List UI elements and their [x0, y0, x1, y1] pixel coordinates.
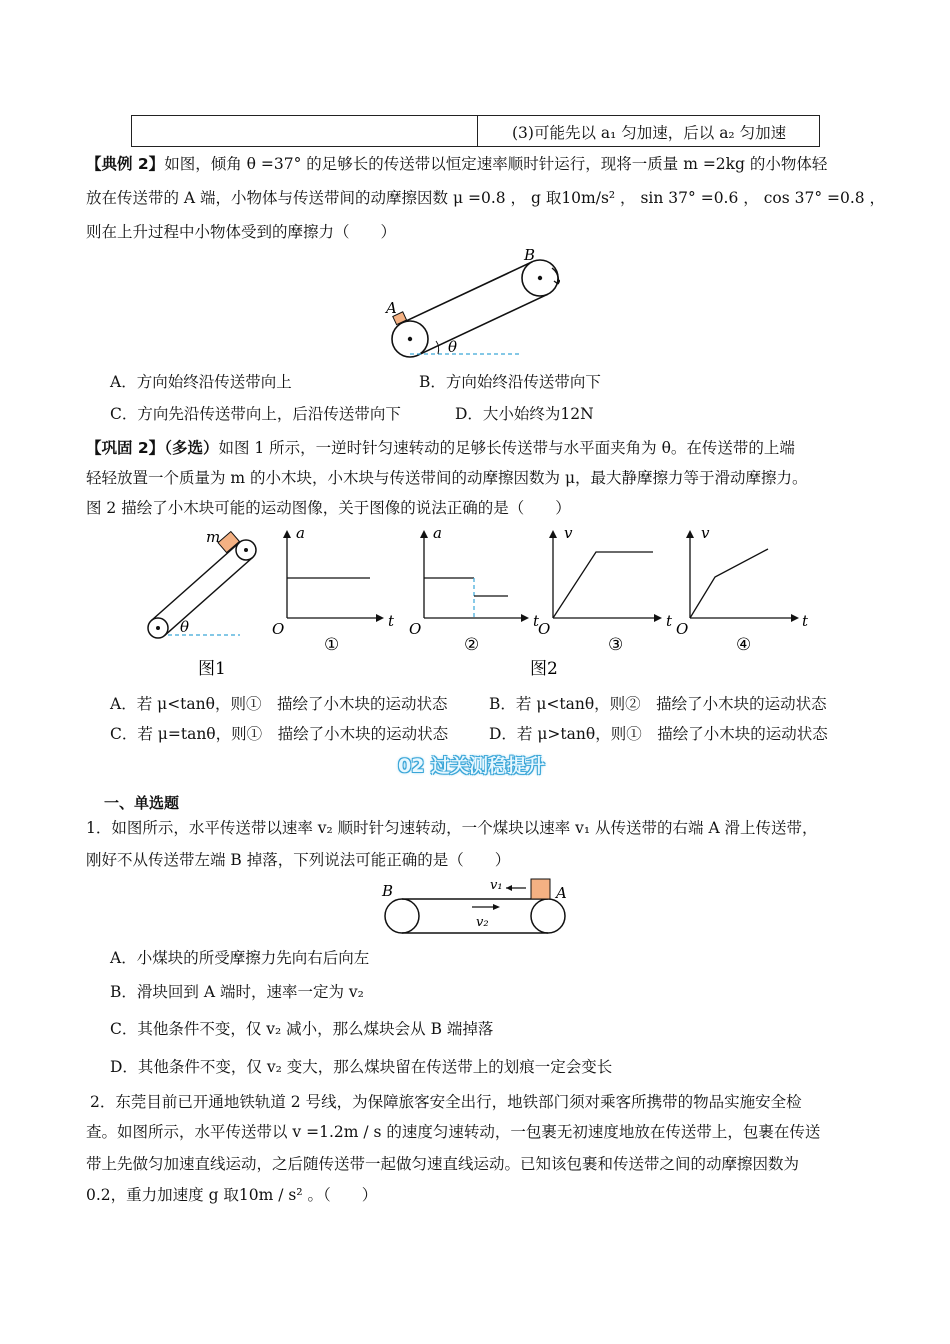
label-B-q1: B — [382, 882, 394, 900]
label-theta: θ — [448, 338, 458, 356]
example2-line3: 则在上升过程中小物体受到的摩擦力（ ） — [86, 223, 397, 241]
example2-text1: 如图，倾角 θ =37° 的足够长的传送带以恒定速率顺时针运行，现将一质量 m =2kg 的小物体轻 — [164, 155, 828, 173]
label-B: B — [524, 246, 536, 264]
consolidate2-line2: 轻轻放置一个质量为 m 的小木块，小木块与传送带间的动摩擦因数为 μ，最大静摩擦力等于滑动摩擦力。 — [86, 469, 808, 487]
graph-1 — [272, 524, 395, 655]
q2-line1: 2．东莞目前已开通地铁轨道 2 号线，为保障旅客安全出行，地铁部门须对乘客所携带的物品实施安全检 — [90, 1093, 802, 1111]
axis-t-3: t — [666, 612, 673, 630]
coal-block-icon — [531, 879, 550, 899]
graph-3 — [538, 524, 673, 655]
axis-o-1: O — [272, 620, 285, 638]
consolidate2-option-b[interactable]: B．若 μ<tanθ，则② 描绘了小木块的运动状态 — [489, 695, 827, 713]
q1-option-a[interactable]: A．小煤块的所受摩擦力先向右后向左 — [110, 949, 370, 967]
table-divider — [477, 116, 478, 146]
section-banner: 02 过关测稳提升 — [398, 755, 546, 777]
belt — [392, 260, 560, 357]
axis-t-1: t — [388, 612, 395, 630]
q1-line2: 刚好不从传送带左端 B 掉落，下列说法可能正确的是（ ） — [86, 851, 511, 869]
graph-2 — [409, 524, 540, 655]
example2-tag: 【典例 2】 — [86, 155, 165, 173]
q2-line3: 带上先做匀加速直线运动，之后随传送带一起做匀速直线运动。已知该包裹和传送带之间的动摩擦因数为 — [86, 1155, 800, 1173]
consolidate2-text1: 如图 1 所示，一逆时针匀速转动的足够长传送带与水平面夹角为 θ。在传送带的上端 — [218, 439, 795, 457]
axis-t-4: t — [802, 612, 809, 630]
label-A: A — [386, 299, 397, 317]
example2-option-d[interactable]: D．大小始终为12N — [455, 405, 594, 423]
axis-a-2: a — [433, 524, 442, 542]
consolidate2-option-d[interactable]: D．若 μ>tanθ，则① 描绘了小木块的运动状态 — [489, 725, 828, 743]
q2-line2: 查。如图所示，水平传送带以 v =1.2m / s 的速度匀速转动，一包裹无初速度地放在传送带上，包裹在传送 — [86, 1123, 821, 1141]
graph-label-1: ① — [324, 635, 340, 655]
consolidate2-option-a[interactable]: A．若 μ<tanθ，则① 描绘了小木块的运动状态 — [110, 695, 448, 713]
section-heading: 一、单选题 — [104, 794, 180, 812]
fig1-caption: 图1 — [198, 659, 226, 679]
consolidate2-multi: （多选） — [164, 439, 219, 457]
table-cell: (3)可能先以 a₁ 匀加速，后以 a₂ 匀加速 — [512, 124, 787, 142]
graph-4 — [676, 524, 809, 655]
consolidate2-line1 — [86, 436, 795, 458]
example2-option-b[interactable]: B．方向始终沿传送带向下 — [419, 373, 601, 391]
consolidate2-tag: 【巩固 2】 — [86, 439, 165, 457]
consolidate2-option-c[interactable]: C．若 μ=tanθ，则① 描绘了小木块的运动状态 — [110, 725, 449, 743]
table-row — [131, 115, 820, 147]
axis-v-3: v — [564, 524, 573, 542]
graph-label-2: ② — [464, 635, 480, 655]
label-theta2: θ — [180, 618, 190, 636]
axis-o-3: O — [538, 620, 551, 638]
horizontal-belt-figure — [378, 874, 578, 938]
label-v2: v₂ — [476, 915, 489, 930]
steep-belt — [148, 528, 256, 638]
example2-option-a[interactable]: A．方向始终沿传送带向上 — [110, 373, 292, 391]
graph-label-4: ④ — [736, 635, 752, 655]
example2-option-c[interactable]: C．方向先沿传送带向上，后沿传送带向下 — [110, 405, 401, 423]
label-v1: v₁ — [490, 878, 503, 893]
incline-belt-figure — [380, 244, 560, 360]
figure-1-and-2 — [140, 522, 820, 682]
q1-option-d[interactable]: D．其他条件不变，仅 v₂ 变大，那么煤块留在传送带上的划痕一定会变长 — [110, 1058, 613, 1076]
q2-line4: 0.2，重力加速度 g 取10m / s² 。（ ） — [86, 1186, 378, 1204]
axis-v-4: v — [701, 524, 710, 542]
example2-line1 — [86, 152, 827, 174]
axis-o-4: O — [676, 620, 689, 638]
fig2-caption: 图2 — [530, 659, 558, 679]
consolidate2-line3: 图 2 描绘了小木块可能的运动图像，关于图像的说法正确的是（ ） — [86, 499, 571, 517]
axis-o-2: O — [409, 620, 422, 638]
axis-t-2: t — [533, 612, 540, 630]
q1-option-c[interactable]: C．其他条件不变，仅 v₂ 减小，那么煤块会从 B 端掉落 — [110, 1020, 494, 1038]
example2-line2: 放在传送带的 A 端，小物体与传送带间的动摩擦因数 μ =0.8 ， g 取10m/s² ， sin 37° =0.6 ， cos 37° =0.8 ， — [86, 189, 886, 207]
q1-option-b[interactable]: B．滑块回到 A 端时，速率一定为 v₂ — [110, 983, 364, 1001]
graph-label-3: ③ — [608, 635, 624, 655]
q1-line1: 1．如图所示，水平传送带以速率 v₂ 顺时针匀速转动，一个煤块以速率 v₁ 从传送带的右端 A 滑上传送带， — [86, 819, 818, 837]
label-m: m — [206, 528, 221, 546]
axis-a-1: a — [296, 524, 305, 542]
label-A-q1: A — [556, 884, 567, 902]
